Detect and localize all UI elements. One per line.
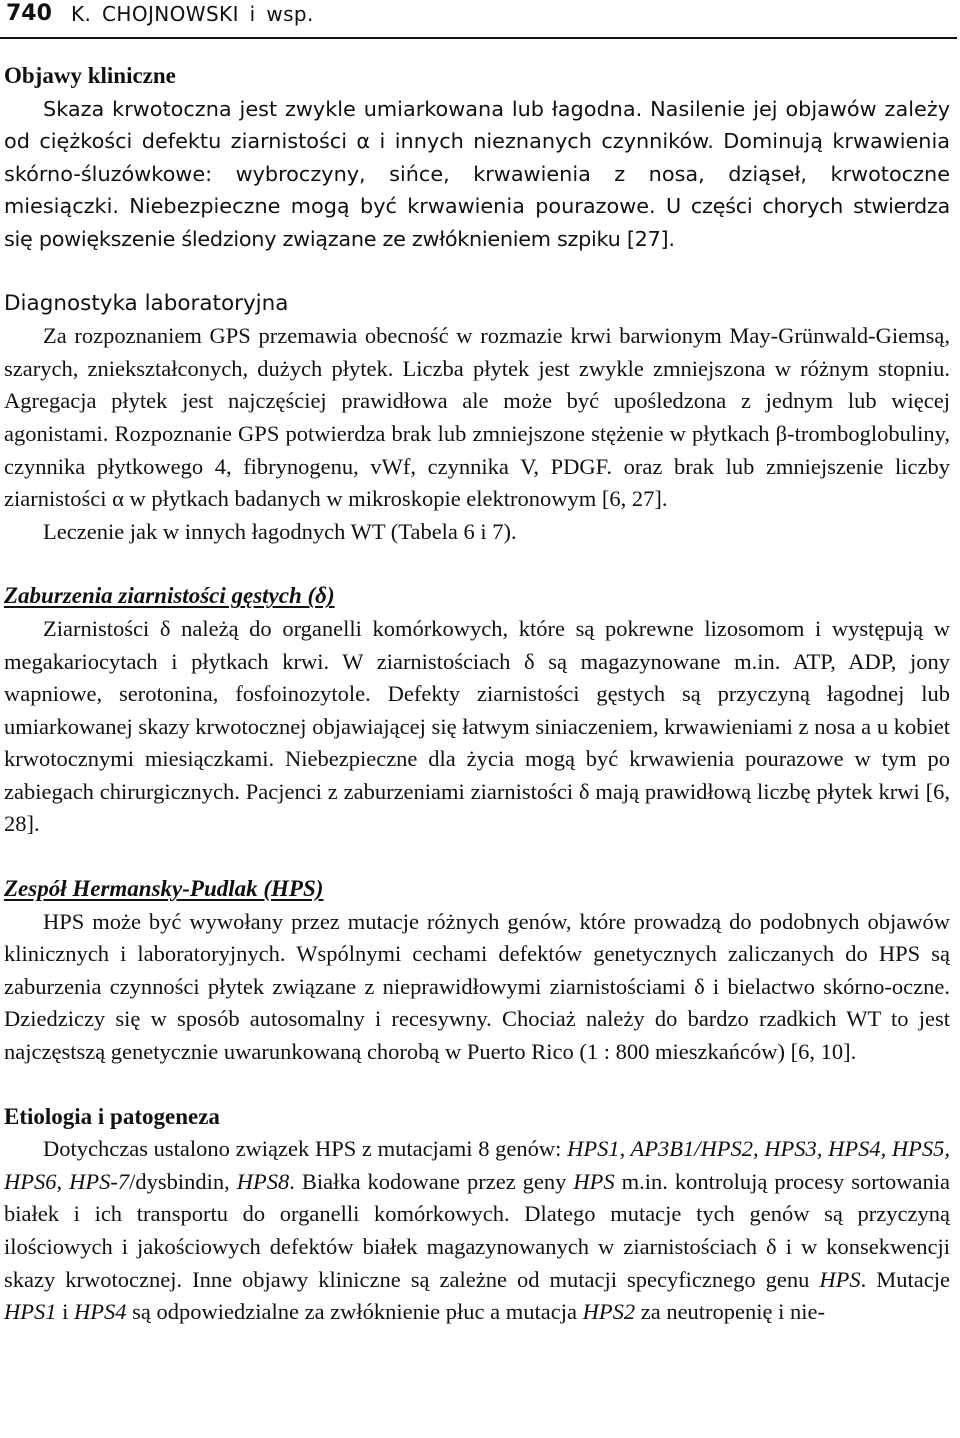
section-diagnostyka (4, 288, 950, 549)
section-zaburzenia (4, 580, 950, 841)
section-heading: Zaburzenia ziarnistości gęstych (δ) (4, 583, 335, 609)
gene-name: HPS (819, 1266, 861, 1292)
text-run: Dotychczas ustalono związek HPS z mutacjami 8 genów: (43, 1136, 568, 1162)
gene-name: HPS2 (582, 1299, 636, 1325)
section-etiologia (4, 1101, 950, 1329)
paragraph: HPS może być wywołany przez mutacje różnych genów, które prowadzą do podobnych objawów klinicznych i laboratoryjnych. Wspólnymi cechami defektów genetycznych zaliczanych do HPS są zaburzenia czynności płytek związane z nieprawidłowymi ziarnistościami δ i bielactwo skórno-oczne. Dziedziczy się w sposób autosomalny i recesywny. Chociaż należy do bardzo rzadkich WT to jest najczęstszą genetycznie uwarunkowaną chorobą w Puerto Rico (1 : 800 mieszkańców) [6, 10]. (4, 908, 950, 1065)
paragraph (4, 93, 950, 256)
text-run: Skaza krwotoczna jest zwykle umiarkowana lub łagodna. Nasilenie jej objawów zależy od ciężkości defektu ziarnistości α i innych nieznanych czynników. Dominują krwawienia skórno-śluzówkowe: wybroczyny, sińce, krwawienia z nosa, dziąseł, krwotoczne miesiączki. Niebezpieczne mogą być krwawienia pourazowe. (4, 96, 950, 219)
spacer (4, 1069, 950, 1101)
gene-name: HPS1 (4, 1299, 57, 1325)
text-run: U części chorych stwierdza się powiększenie śledziony związane ze zwłóknieniem szpiku [27]. (4, 194, 950, 251)
text-run: są odpowiedzialne za zwłóknienie płuc a mutacja (126, 1299, 583, 1325)
page-header (3, 0, 960, 36)
text-run: i (56, 1299, 75, 1325)
section-heading: Objawy kliniczne (4, 63, 176, 88)
paragraph: Za rozpoznaniem GPS przemawia obecność w rozmazie krwi barwionym May-Grünwald-Giemsą, szarych, zniekształconych, dużych płytek. Liczba płytek jest zwykle zmniejszona w różnym stopniu. Agregacja płytek jest najczęściej prawidłowa ale może być upośledzona z jednym lub więcej agonistami. Rozpoznanie GPS potwierdza brak lub zmniejszone stężenie w płytkach β-tromboglobuliny, czynnika płytkowego 4, fibrynogenu, vWf, czynnika V, PDGF. oraz brak lub zmniejszenie liczby ziarnistości α w płytkach badanych w mikroskopie elektronowym [6, 27]. (4, 323, 950, 512)
text-run: . Mutacje (860, 1266, 951, 1292)
text-run: m.in. kontrolują procesy sortowania białek i ich transportu do organelli komórkowych. Dlatego mutacje tych genów są przyczyną ilościowych i jakościowych defektów białek magazynowanych w ziarnistościach δ i w konsekwencji skazy krwotocznej. Inne objawy kliniczne są zależne od mutacji specyficznego genu (4, 1168, 950, 1292)
spacer (4, 841, 950, 873)
article-body (4, 60, 950, 1329)
header-rule (0, 37, 957, 39)
running-head: K. CHOJNOWSKI i wsp. (71, 2, 314, 26)
page-number: 740 (6, 1, 52, 26)
spacer (4, 548, 950, 580)
paragraph: Ziarnistości δ należą do organelli komórkowych, które są pokrewne lizosomom i występują w megakariocytach i płytkach krwi. W ziarnistościach δ są magazynowane m.in. ATP, ADP, jony wapniowe, serotonina, fosfoinozytole. Defekty ziarnistości gęstych są przyczyną łagodnej lub umiarkowanej skazy krwotocznej objawiającej się łatwym siniaczeniem, krwawieniami z nosa a u kobiet krwotocznymi miesiączkami. Niebezpieczne dla życia mogą być krwawienia pourazowe w tym po zabiegach chirurgicznych. Pacjenci z zaburzeniami ziarnistości δ mają prawidłową liczbę płytek krwi [6, 28]. (4, 615, 950, 837)
text-run: . Białka kodowane przez geny (289, 1168, 574, 1194)
section-heading: Diagnostyka laboratoryjna (4, 290, 289, 316)
gene-name: HPS8 (236, 1168, 290, 1194)
section-hps (4, 873, 950, 1069)
section-heading: Etiologia i patogeneza (4, 1103, 220, 1129)
paragraph: Leczenie jak w innych łagodnych WT (Tabela 6 i 7). (43, 518, 517, 544)
gene-name: HPS (573, 1168, 615, 1194)
section-objawy (4, 60, 950, 256)
gene-names: HPS1, AP3B1/HPS2, HPS3, HPS4, HPS5, HPS6, HPS-7 (4, 1136, 950, 1194)
paragraph (4, 1133, 950, 1329)
text-run: /dysbindin, (129, 1168, 237, 1194)
text-run: za neutropenię i nie- (635, 1299, 826, 1325)
section-heading: Zespół Hermansky-Pudlak (HPS) (4, 876, 324, 902)
gene-name: HPS4 (74, 1299, 127, 1325)
spacer (4, 256, 950, 288)
